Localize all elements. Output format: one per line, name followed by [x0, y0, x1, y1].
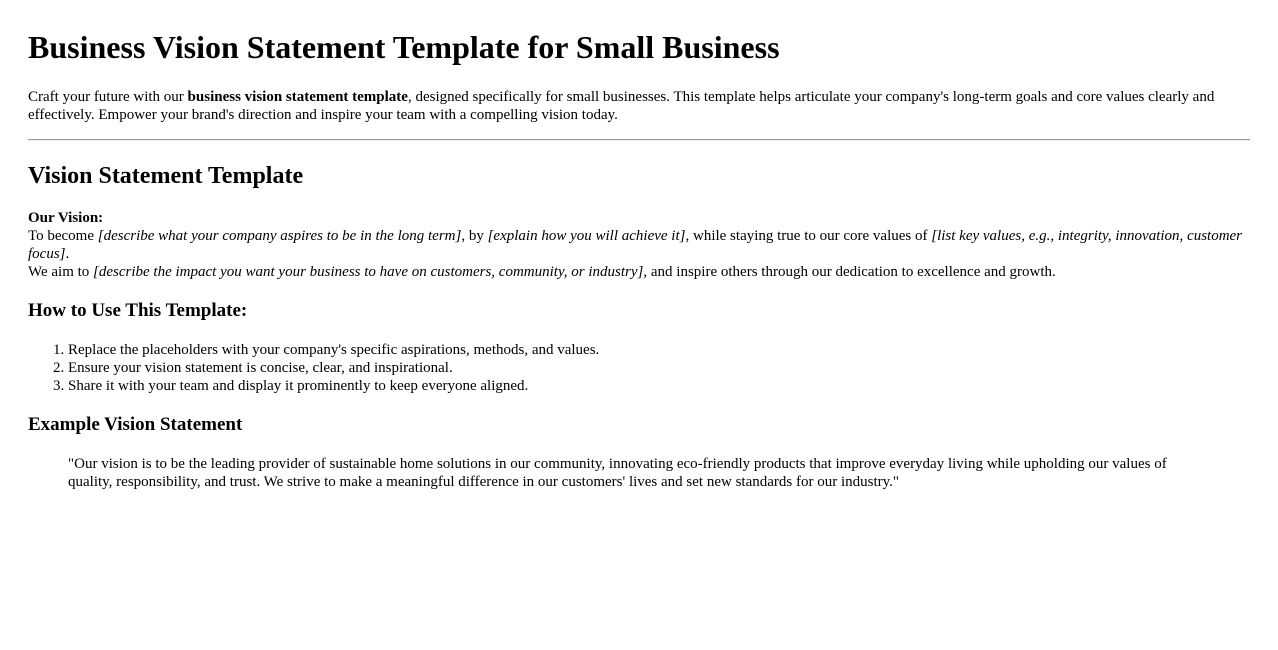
howto-steps-list	[28, 341, 1250, 395]
placeholder-method: [explain how you will achieve it]	[487, 228, 686, 244]
section-divider	[28, 139, 1250, 141]
placeholder-aspiration: [describe what your company aspires to be in the long term]	[97, 228, 462, 244]
vision-line1-text3: , while staying true to our core values of	[685, 228, 932, 244]
vision-line2-text1: We aim to	[28, 264, 94, 280]
placeholder-impact: [describe the impact you want your business to have on customers, community, or industry]	[93, 264, 644, 280]
list-item: 3. Share it with your team and display it prominently to keep everyone aligned.	[68, 377, 1250, 395]
intro-text-end: , designed specifically for small businesses. This template helps articulate your company's long-term goals and core values clearly and effectively. Empower your brand's direction and inspire your team with a compelling vision today.	[28, 89, 1215, 123]
vision-label: Our Vision:	[28, 210, 104, 226]
page-title: Business Vision Statement Template for Small Business	[28, 29, 780, 65]
vision-line1-text1: To become	[28, 228, 98, 244]
vision-template	[28, 209, 1250, 281]
vision-line2-text2: , and inspire others through our dedication to excellence and growth.	[643, 264, 1056, 280]
placeholder-values: [list key values, e.g., integrity, innovation, customer focus]	[28, 228, 1243, 262]
template-heading: Vision Statement Template	[28, 163, 304, 189]
list-item: 1. Replace the placeholders with your company's specific aspirations, methods, and values.	[68, 341, 1250, 359]
example-quote: "Our vision is to be the leading provider of sustainable home solutions in our community, innovating eco-friendly products that improve everyday living while upholding our values of quality, responsibility, and trust. We strive to make a meaningful difference in our customers' lives and set new standards for our industry."	[68, 456, 1167, 490]
vision-line1-text2: , by	[461, 228, 488, 244]
howto-heading: How to Use This Template:	[28, 300, 248, 321]
intro-text-start: Craft your future with our	[28, 89, 188, 105]
list-item: 2. Ensure your vision statement is concise, clear, and inspirational.	[68, 359, 1250, 377]
vision-line1-text4: .	[65, 246, 70, 262]
example-heading: Example Vision Statement	[28, 414, 243, 435]
intro-keyword: business vision statement template	[187, 89, 408, 105]
intro-paragraph	[28, 88, 1250, 124]
